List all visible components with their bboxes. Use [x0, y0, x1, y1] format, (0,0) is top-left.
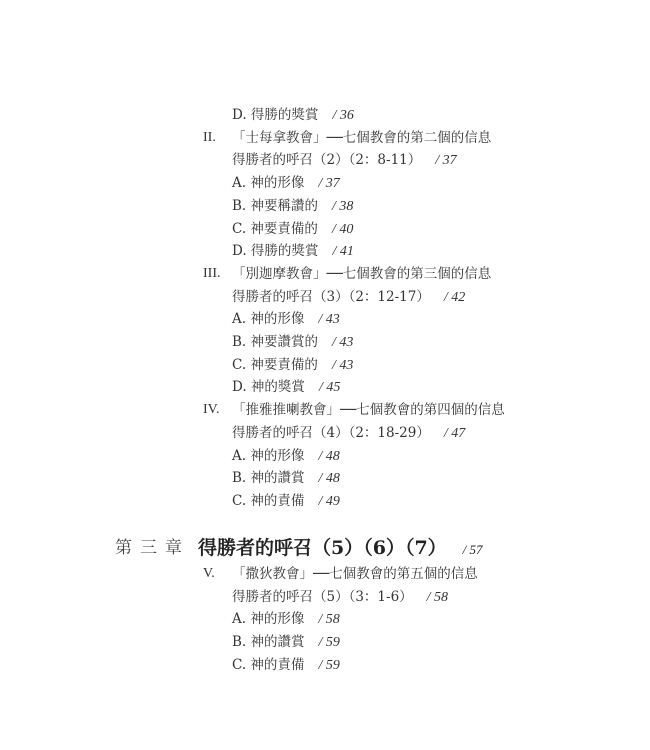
entry-text-wrap	[232, 655, 340, 676]
entry-page: / 48	[318, 471, 340, 487]
entry-text-wrap	[232, 241, 354, 262]
entry-title: 「撒狄教會」──七個教會的第五個的信息	[232, 566, 478, 582]
entry-title: C. 神要責備的	[232, 356, 318, 373]
entry-page: / 58	[318, 612, 340, 628]
chapter-title	[198, 535, 483, 563]
entry-page: / 45	[318, 380, 341, 396]
entry-title: D. 得勝的獎賞	[232, 243, 319, 260]
section-number: V.	[203, 566, 215, 581]
entry-text-wrap	[232, 173, 340, 194]
entry-page: / 59	[318, 657, 340, 673]
entry-text-wrap	[232, 196, 353, 217]
entry-title: C. 神的責備	[232, 656, 305, 673]
section-number: IV.	[203, 402, 220, 418]
entry-text-wrap	[232, 219, 353, 240]
entry-text-wrap	[232, 332, 353, 353]
entry-page: / 37	[318, 176, 340, 192]
entry-text-wrap	[232, 446, 340, 467]
entry-page: / 42	[443, 289, 466, 305]
entry-page: / 41	[332, 244, 354, 260]
entry-text-wrap	[232, 587, 448, 608]
entry-text-wrap	[232, 400, 519, 421]
entry-text-wrap	[232, 309, 340, 330]
entry-page: / 48	[318, 448, 340, 464]
entry-text-wrap	[232, 491, 340, 512]
entry-text-wrap	[232, 150, 457, 171]
entry-text-wrap	[232, 468, 340, 489]
entry-page: / 37	[435, 153, 457, 169]
entry-text-wrap	[232, 609, 340, 630]
entry-text-wrap	[232, 264, 505, 285]
entry-title: D. 得勝的獎賞	[232, 107, 319, 123]
entry-title: 得勝者的呼召（2）（2：8-11）	[232, 152, 422, 169]
entry-title: 得勝者的呼召（4）（2：18-29）	[232, 424, 430, 441]
entry-page: / 58	[426, 589, 449, 605]
section-number: III.	[203, 265, 221, 281]
entry-title: B. 神的讚賞	[232, 470, 305, 487]
entry-title: 「士每拿教會」──七個教會的第二個的信息	[232, 129, 492, 146]
entry-page: / 43	[318, 312, 340, 328]
entry-text-wrap	[232, 564, 492, 585]
entry-title: D. 神的獎賞	[232, 379, 305, 396]
entry-page: / 43	[331, 357, 354, 373]
entry-title: 「推雅推喇教會」──七個教會的第四個的信息	[232, 402, 505, 419]
entry-text-wrap	[232, 423, 465, 444]
chapter-title-text: 得勝者的呼召（5）（6）（7）	[198, 537, 447, 559]
entry-title: A. 神的形像	[232, 611, 305, 628]
entry-text-wrap	[232, 355, 353, 376]
entry-text-wrap	[232, 632, 340, 653]
entry-page: / 38	[332, 198, 354, 214]
entry-title: B. 神要讚賞的	[232, 334, 319, 350]
section-number: II.	[203, 129, 216, 145]
entry-title: 得勝者的呼召（5）（3：1-6）	[232, 588, 413, 605]
entry-text-wrap	[232, 105, 354, 126]
entry-page: / 59	[318, 635, 340, 651]
entry-page: / 36	[332, 108, 354, 123]
entry-page: / 40	[331, 221, 354, 237]
entry-title: A. 神的形像	[232, 311, 305, 328]
entry-page: / 49	[318, 493, 340, 509]
entry-title: C. 神要責備的	[232, 220, 318, 237]
entry-text-wrap	[232, 377, 340, 398]
entry-title: A. 神的形像	[232, 447, 305, 464]
entry-page: / 47	[443, 425, 466, 441]
entry-title: B. 神的讚賞	[232, 634, 305, 651]
entry-title: 「別迦摩教會」──七個教會的第三個的信息	[232, 265, 492, 282]
entry-text-wrap	[232, 128, 505, 149]
entry-title: B. 神要稱讚的	[232, 197, 319, 214]
entry-page: / 43	[332, 335, 354, 350]
entry-title: A. 神的形像	[232, 175, 305, 192]
chapter-page: / 57	[462, 542, 483, 557]
entry-title: C. 神的責備	[232, 492, 305, 509]
entry-text-wrap	[232, 287, 465, 308]
chapter-label: 第三章	[115, 538, 190, 558]
entry-title: 得勝者的呼召（3）（2：12-17）	[232, 288, 430, 305]
